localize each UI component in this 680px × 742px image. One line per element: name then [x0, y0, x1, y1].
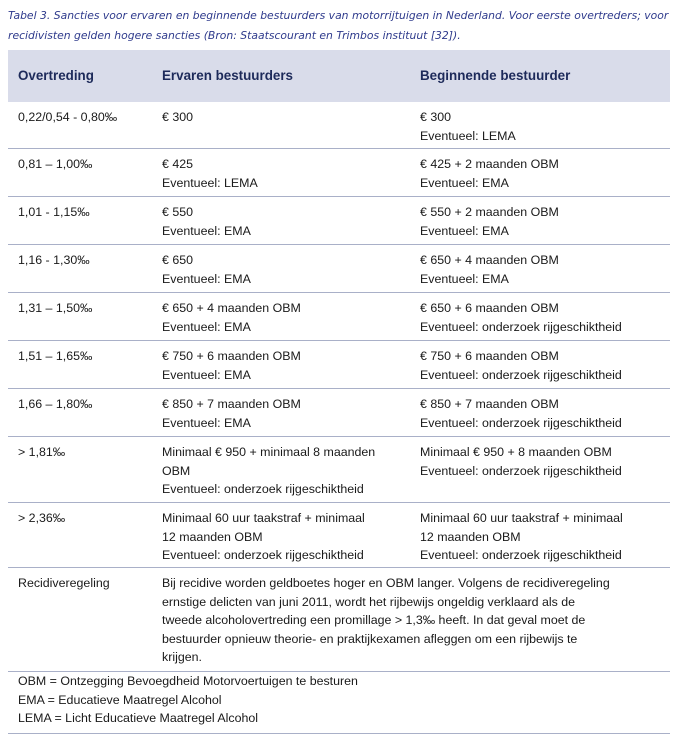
beginner-cell: € 550 + 2 maanden OBM Eventueel: EMA [420, 205, 559, 238]
table-row [8, 245, 670, 293]
header-experienced: Ervaren bestuurders [162, 68, 293, 83]
footnote-ema: EMA = Educatieve Maatregel Alcohol [18, 692, 222, 707]
footnote-lema: LEMA = Licht Educatieve Maatregel Alcohol [18, 711, 259, 725]
offense-cell: 1,66 – 1,80‰ [18, 397, 93, 411]
experienced-cell: € 850 + 7 maanden OBM Eventueel: EMA [162, 397, 301, 430]
offense-cell: > 1,81‰ [18, 445, 66, 459]
offense-cell: 1,01 - 1,15‰ [18, 205, 90, 219]
sanctions-table [8, 50, 670, 672]
beginner-cell: € 425 + 2 maanden OBM Eventueel: EMA [420, 157, 559, 190]
experienced-cell: Minimaal 60 uur taakstraf + minimaal 12 maanden OBM Eventueel: onderzoek rijgeschiktheid [162, 511, 365, 562]
table-row [8, 503, 670, 568]
experienced-cell: € 425 Eventueel: LEMA [162, 157, 258, 190]
beginner-cell: € 650 + 4 maanden OBM Eventueel: EMA [420, 253, 559, 286]
offense-cell: 1,51 – 1,65‰ [18, 349, 93, 363]
table-row [8, 293, 670, 341]
experienced-cell: € 300 [162, 110, 194, 124]
recidive-row [8, 568, 670, 672]
caption-line-2: recidivisten gelden hogere sancties (Bron: Staatscourant en Trimbos instituut [32]). [8, 29, 461, 42]
table-row [8, 341, 670, 389]
beginner-cell: € 850 + 7 maanden OBM Eventueel: onderzoek rijgeschiktheid [420, 397, 622, 430]
recidive-text: Bij recidive worden geldboetes hoger en OBM langer. Volgens de recidiveregeling ernstige delicten van juni 2011, wordt het rijbewijs ongeldig verklaard als de tweede alcoholovertreding een promillage > 1,3‰ heeft. In dat geval moet de bestuurder opnieuw theorie- en praktijkexamen afleggen om een rijbewijs te krijgen. [162, 576, 610, 664]
recidive-label: Recidiveregeling [18, 576, 110, 590]
experienced-cell: € 550 Eventueel: EMA [162, 205, 251, 238]
beginner-cell: € 750 + 6 maanden OBM Eventueel: onderzoek rijgeschiktheid [420, 349, 622, 382]
beginner-cell: € 650 + 6 maanden OBM Eventueel: onderzoek rijgeschiktheid [420, 301, 622, 334]
header-beginner: Beginnende bestuurder [420, 68, 571, 83]
experienced-cell: € 650 Eventueel: EMA [162, 253, 251, 286]
table-row [8, 197, 670, 245]
table-row [8, 102, 670, 149]
table-row [8, 389, 670, 437]
caption-line-1: Tabel 3. Sancties voor ervaren en beginnende bestuurders van motorrijtuigen in Nederland. Voor eerste overtreders; voor [8, 9, 669, 22]
beginner-cell: Minimaal € 950 + 8 maanden OBM Eventueel: onderzoek rijgeschiktheid [420, 445, 622, 478]
table-header-row [8, 50, 670, 102]
header-offense: Overtreding [18, 68, 94, 83]
table-row [8, 149, 670, 197]
offense-cell: 0,22/0,54 - 0,80‰ [18, 110, 118, 124]
offense-cell: 0,81 – 1,00‰ [18, 157, 93, 171]
table-bottom-rule [8, 733, 670, 734]
beginner-cell: € 300 Eventueel: LEMA [420, 110, 516, 143]
footnotes [18, 672, 658, 728]
experienced-cell: Minimaal € 950 + minimaal 8 maanden OBM Eventueel: onderzoek rijgeschiktheid [162, 445, 376, 496]
experienced-cell: € 750 + 6 maanden OBM Eventueel: EMA [162, 349, 301, 382]
table-caption [8, 6, 672, 46]
offense-cell: 1,31 – 1,50‰ [18, 301, 93, 315]
footnote-obm: OBM = Ontzegging Bevoegdheid Motorvoertuigen te besturen [18, 674, 358, 688]
offense-cell: > 2,36‰ [18, 511, 66, 525]
table-row [8, 437, 670, 503]
beginner-cell: Minimaal 60 uur taakstraf + minimaal 12 maanden OBM Eventueel: onderzoek rijgeschiktheid [420, 511, 623, 562]
offense-cell: 1,16 - 1,30‰ [18, 253, 90, 267]
experienced-cell: € 650 + 4 maanden OBM Eventueel: EMA [162, 301, 301, 334]
